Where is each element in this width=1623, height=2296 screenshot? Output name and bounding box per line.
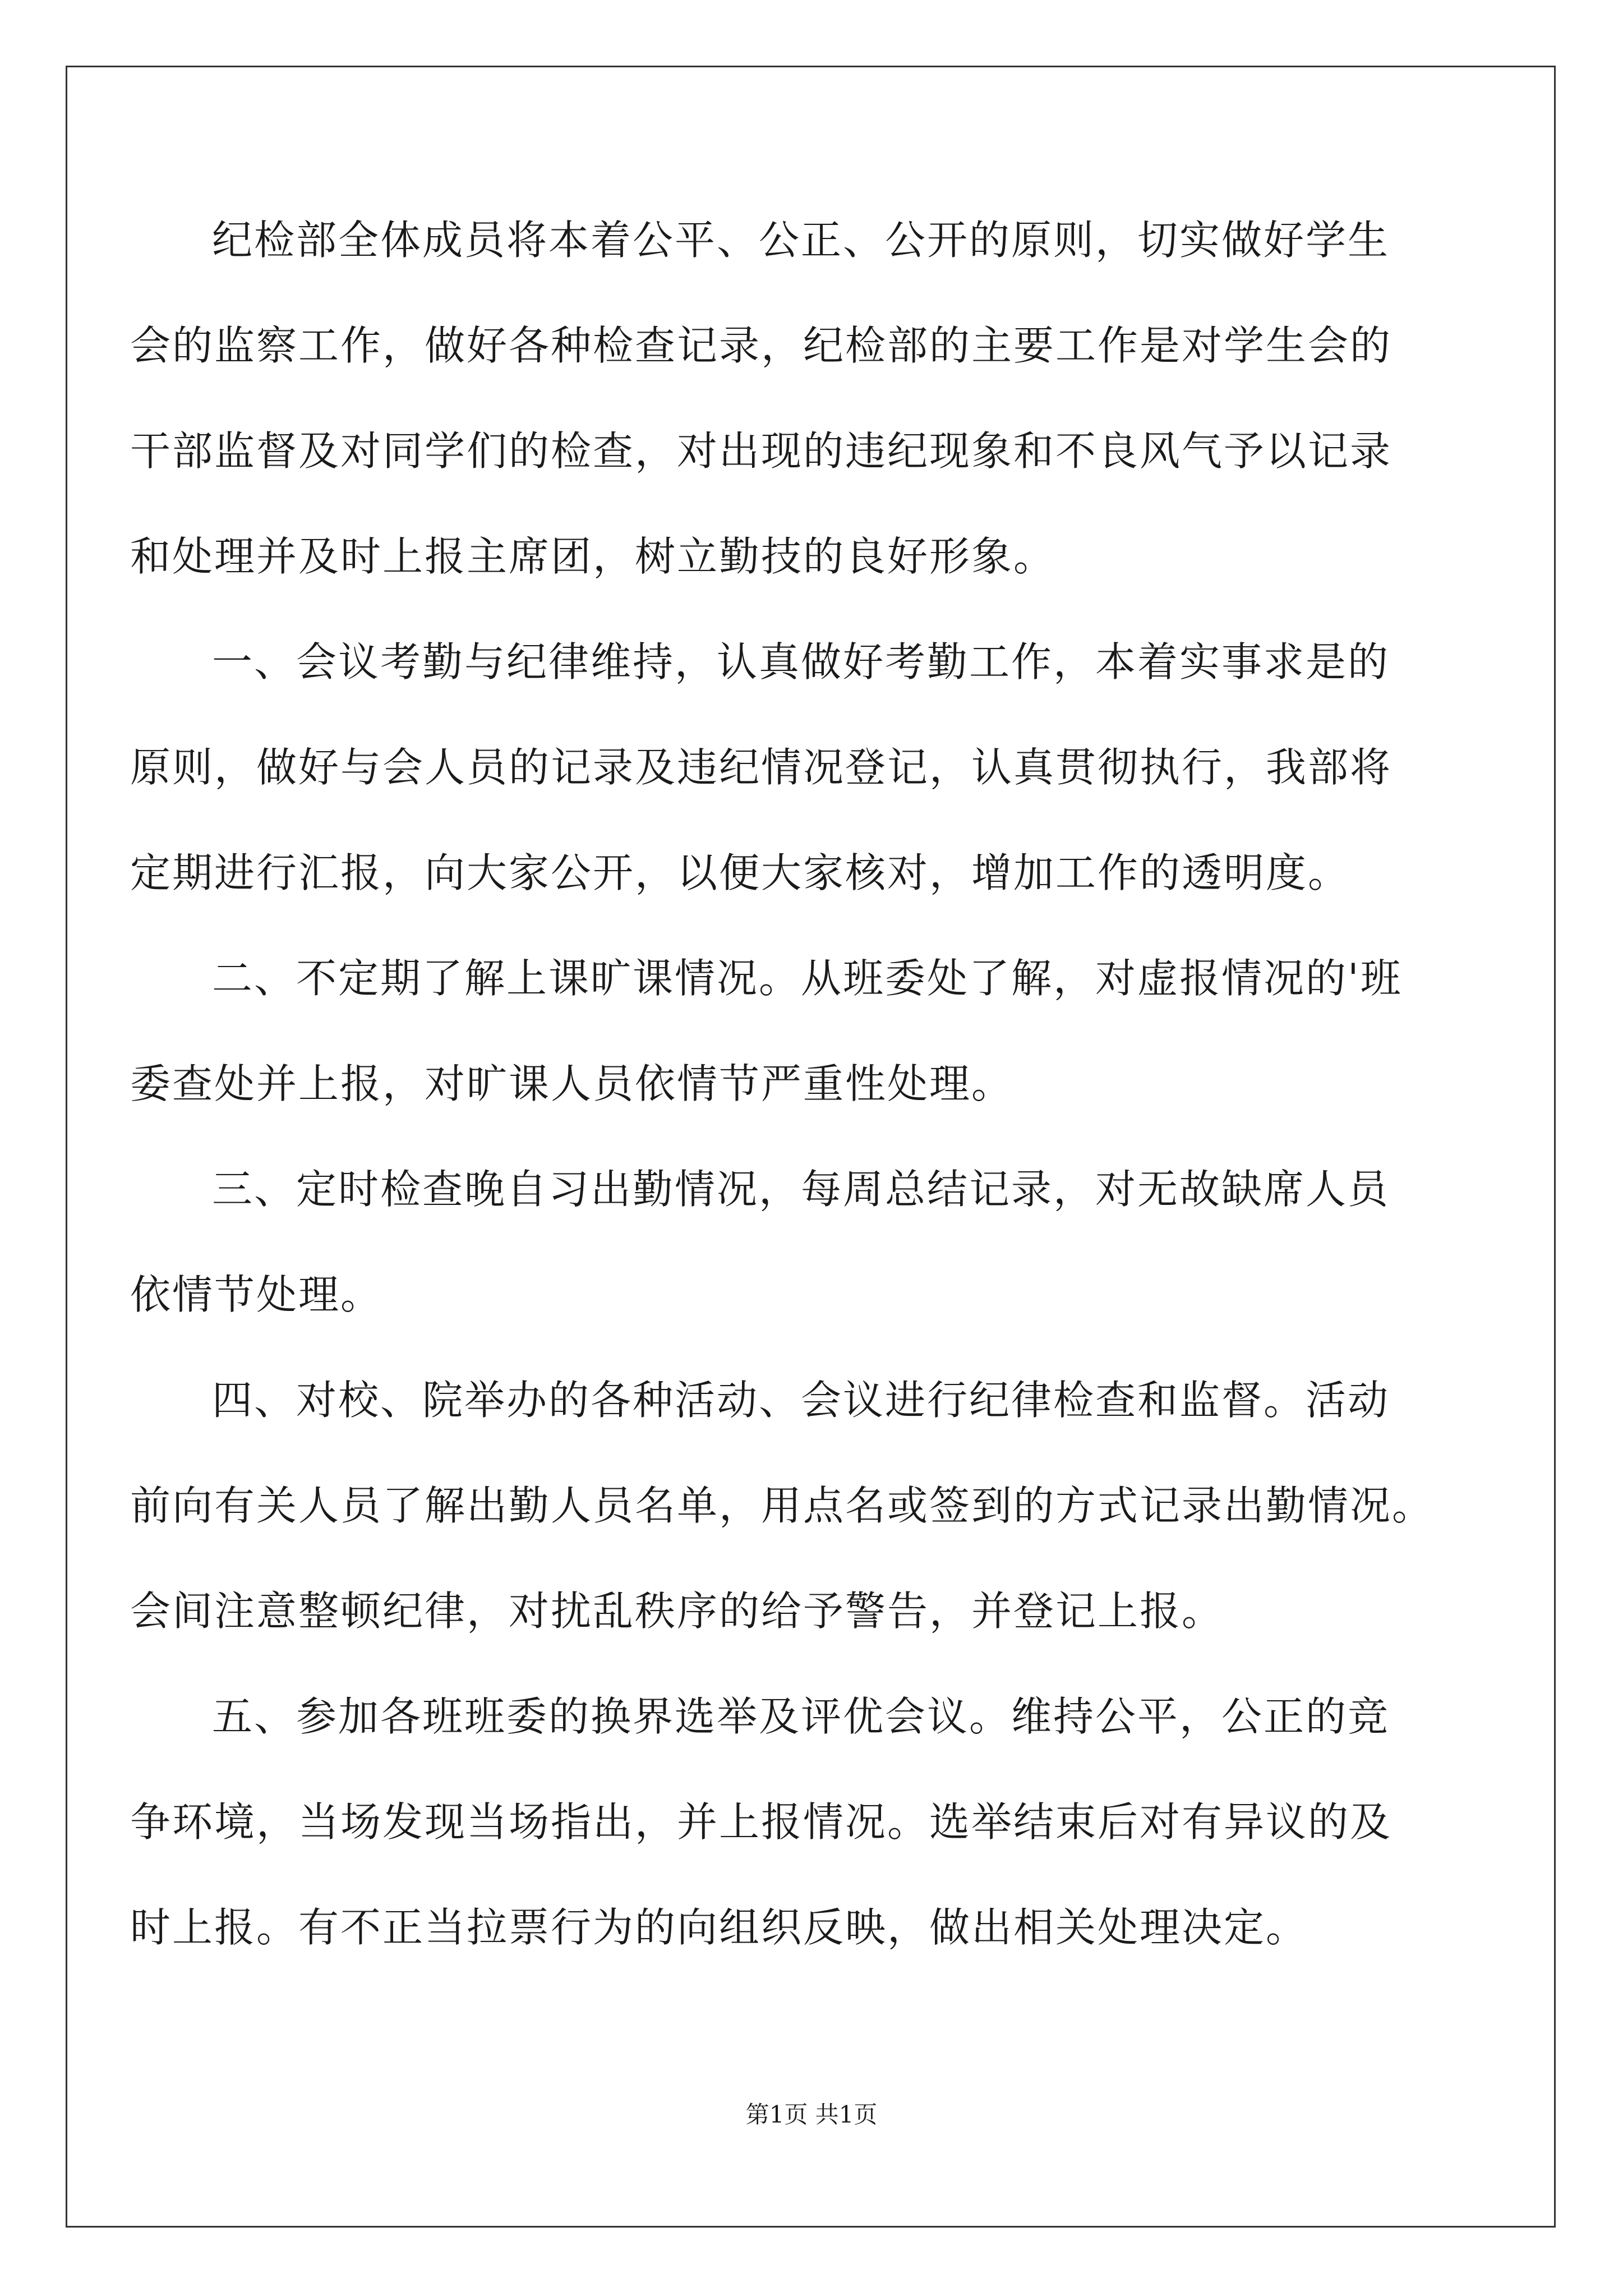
page-number-footer: 第1页 共1页 bbox=[745, 2101, 878, 2128]
paragraph-2-line-2: 原则，做好与会人员的记录及违纪情况登记，认真贯彻执行，我部将 bbox=[130, 744, 1393, 791]
paragraph-5-line-1: 四、对校、院举办的各种活动、会议进行纪律检查和监督。活动 bbox=[212, 1377, 1390, 1424]
paragraph-6-line-3: 时上报。有不正当拉票行为的向组织反映，做出相关处理决定。 bbox=[130, 1904, 1308, 1951]
paragraph-1-line-4: 和处理并及时上报主席团，树立勤技的良好形象。 bbox=[130, 533, 1056, 580]
paragraph-3-line-1: 二、不定期了解上课旷课情况。从班委处了解，对虚报情况的'班 bbox=[212, 955, 1403, 1002]
paragraph-4-line-2: 依情节处理。 bbox=[130, 1271, 383, 1318]
paragraph-4-line-1: 三、定时检查晚自习出勤情况，每周总结记录，对无故缺席人员 bbox=[212, 1166, 1390, 1213]
paragraph-6-line-2: 争环境，当场发现当场指出，并上报情况。选举结束后对有异议的及 bbox=[130, 1798, 1393, 1846]
paragraph-2-line-1: 一、会议考勤与纪律维持，认真做好考勤工作，本着实事求是的 bbox=[212, 638, 1390, 685]
paragraph-2-line-3: 定期进行汇报，向大家公开，以便大家核对，增加工作的透明度。 bbox=[130, 849, 1350, 896]
paragraph-1-line-1: 纪检部全体成员将本着公平、公正、公开的原则，切实做好学生 bbox=[212, 217, 1390, 264]
paragraph-5-line-2: 前向有关人员了解出勤人员名单，用点名或签到的方式记录出勤情况。 bbox=[130, 1482, 1435, 1529]
paragraph-6-line-1: 五、参加各班班委的换界选举及评优会议。维持公平，公正的竞 bbox=[212, 1693, 1390, 1740]
paragraph-3-line-2: 委查处并上报，对旷课人员依情节严重性处理。 bbox=[130, 1060, 1014, 1107]
paragraph-5-line-3: 会间注意整顿纪律，对扰乱秩序的给予警告，并登记上报。 bbox=[130, 1588, 1224, 1635]
paragraph-1-line-3: 干部监督及对同学们的检查，对出现的违纪现象和不良风气予以记录 bbox=[130, 427, 1393, 475]
paragraph-1-line-2: 会的监察工作，做好各种检查记录，纪检部的主要工作是对学生会的 bbox=[130, 322, 1393, 369]
